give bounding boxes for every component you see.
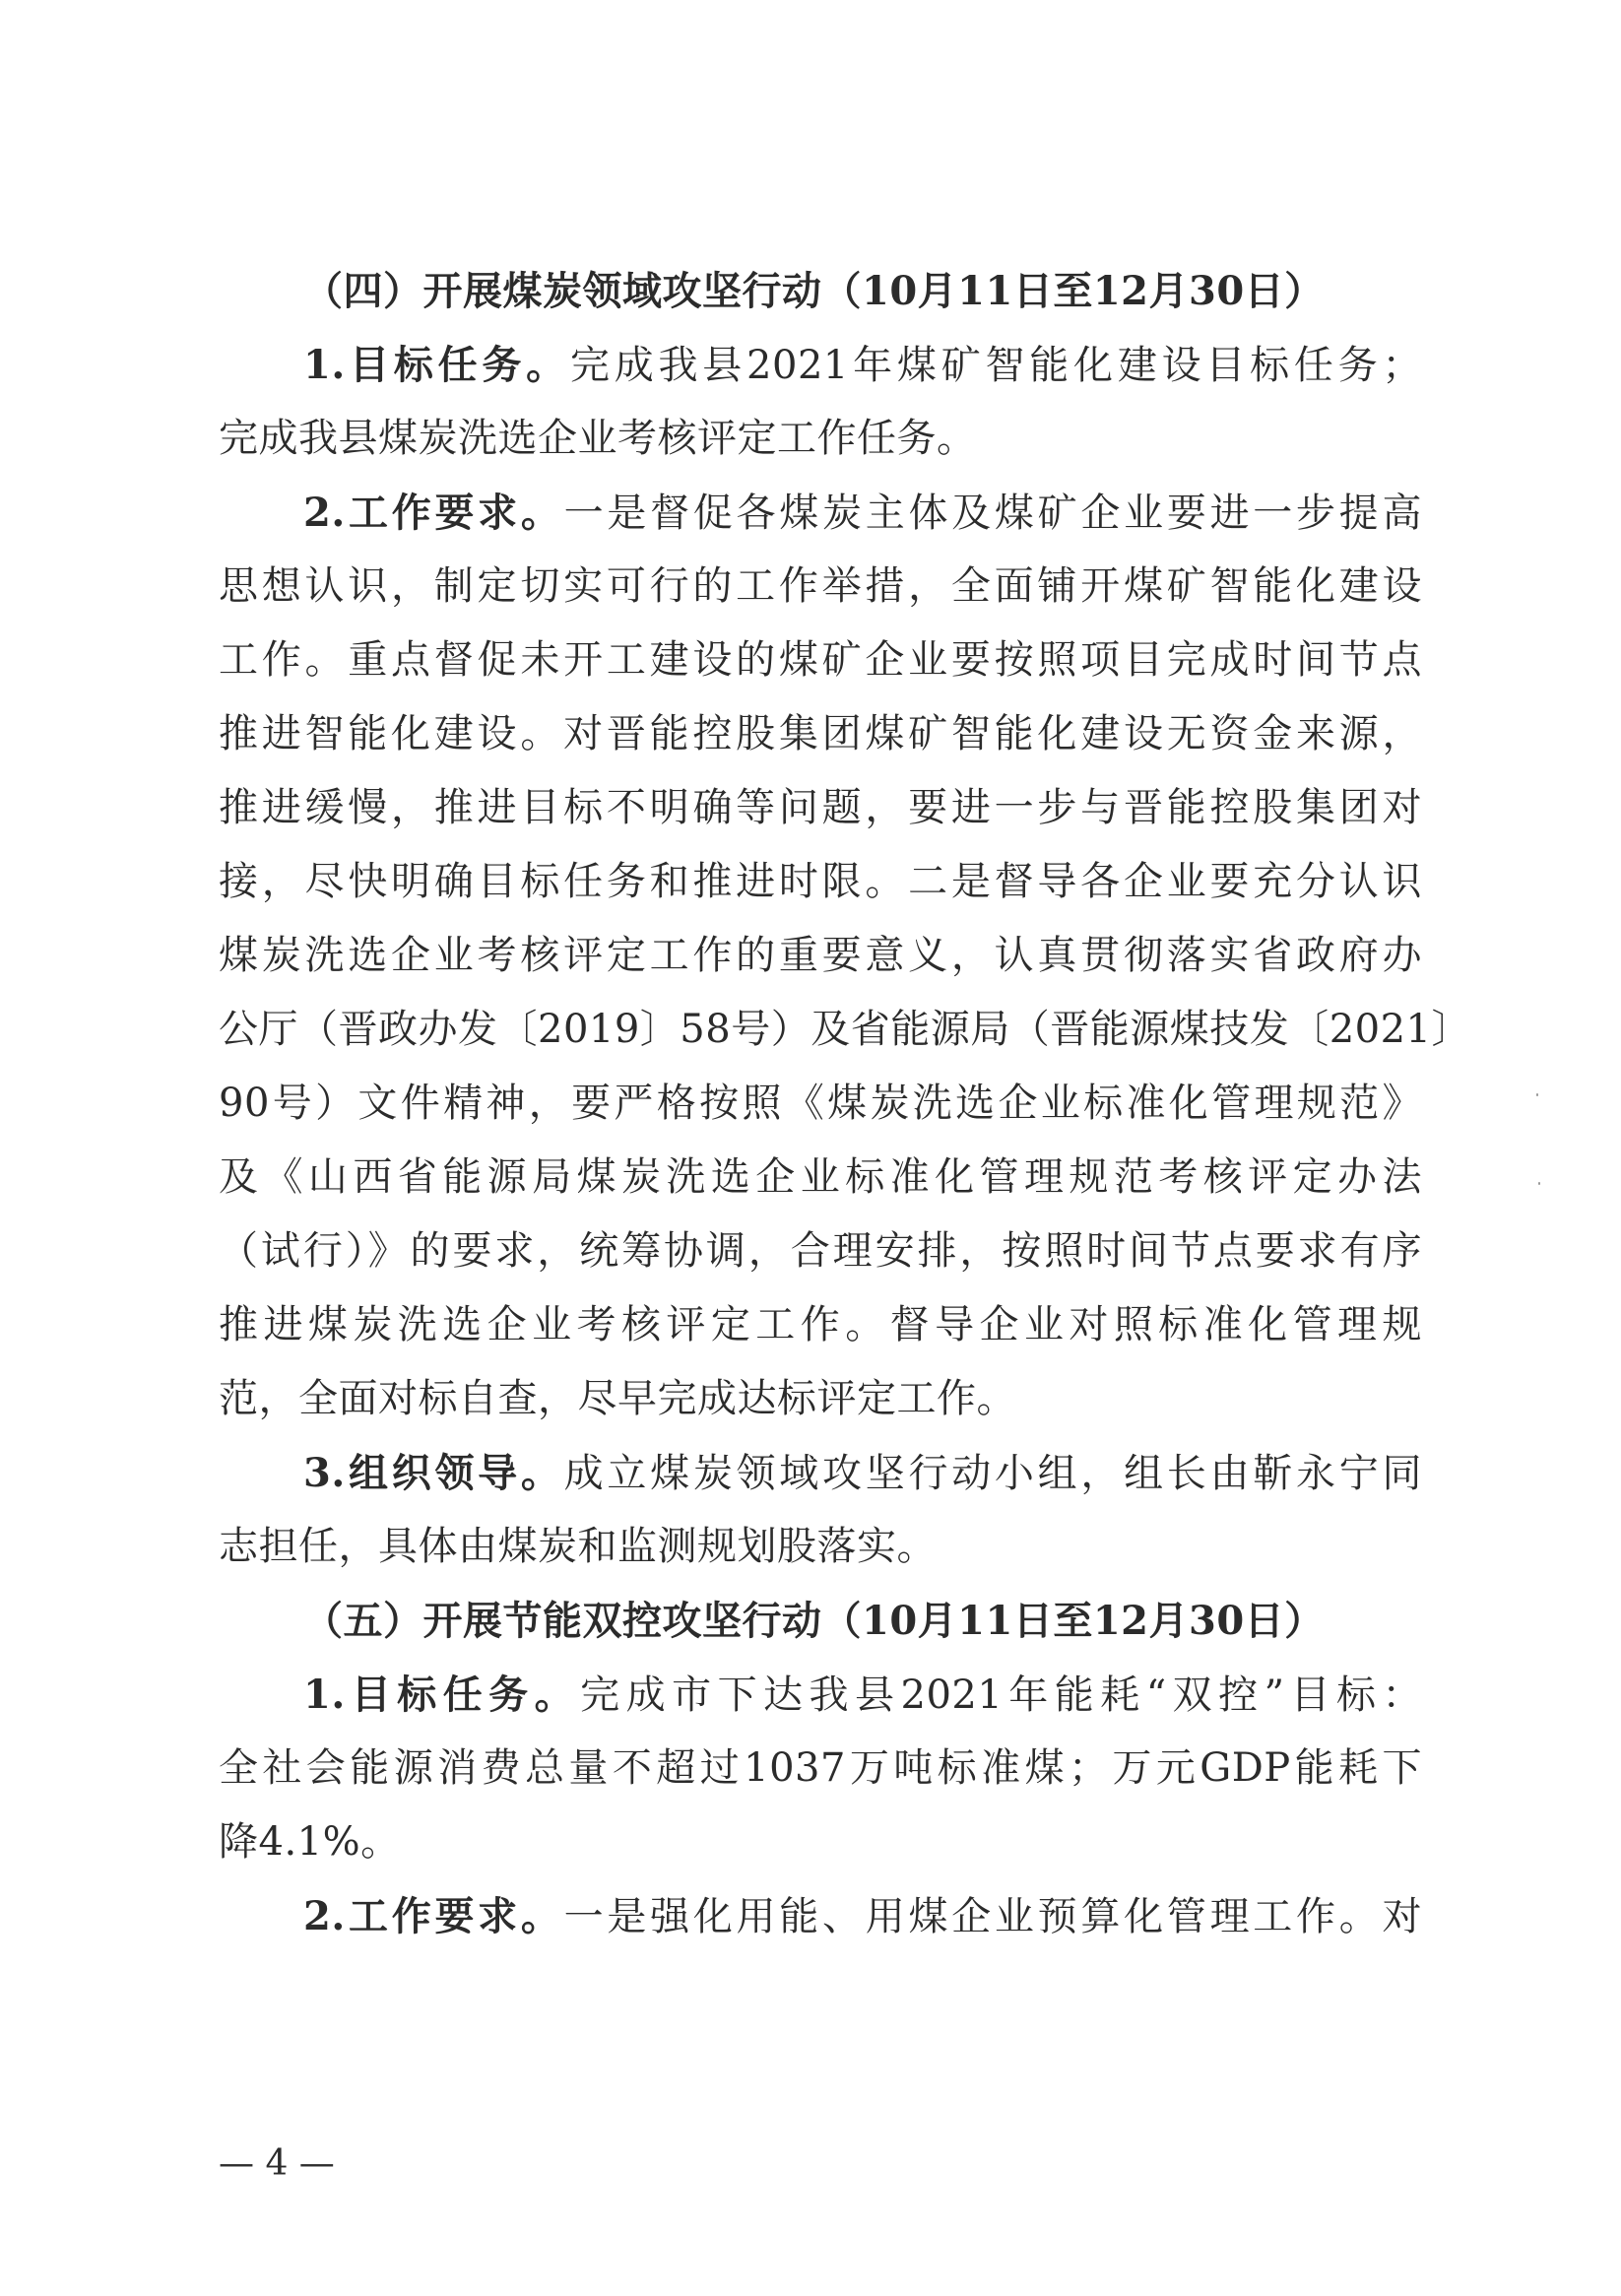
s5-item1-label: 1.目标任务。 <box>303 1672 581 1718</box>
s4-item2-line: 公厅（晋政办发〔2019〕58号）及省能源局（晋能源煤技发〔2021〕 <box>219 1007 1471 1052</box>
s4-item2-line: 推进智能化建设。对晋能控股集团煤矿智能化建设无资金来源， <box>219 711 1422 756</box>
s5-item2-label: 2.工作要求。 <box>303 1893 564 1939</box>
s4-item2-line1 <box>219 476 1422 550</box>
s5-item2-line1 <box>219 1879 1422 1953</box>
section-4-heading: （四）开展煤炭领域攻坚行动（10月11日至12月30日） <box>303 268 1325 314</box>
s4-item2-line: 推进缓慢，推进目标不明确等问题，要进一步与晋能控股集团对 <box>219 785 1422 830</box>
document-body <box>219 254 1471 1953</box>
s4-item2-line: 及《山西省能源局煤炭洗选企业标准化管理规范考核评定办法 <box>219 1154 1422 1200</box>
s4-item1-line1 <box>219 328 1422 402</box>
page-number: — 4 — <box>219 2143 335 2184</box>
s4-item2-label: 2.工作要求。 <box>303 490 564 536</box>
s4-item1-line2: 完成我县煤炭洗选企业考核评定工作任务。 <box>219 416 977 461</box>
s4-item3-line1 <box>219 1436 1422 1510</box>
s4-item3-label: 3.组织领导。 <box>303 1450 564 1496</box>
s4-item1-label: 1.目标任务。 <box>303 342 570 388</box>
s5-item1-text: 完成市下达我县2021年能耗“双控”目标： <box>580 1673 1422 1718</box>
s4-item2-line: 范，全面对标自查，尽早完成达标评定工作。 <box>219 1376 1016 1421</box>
s4-item2-line: 工作。重点督促未开工建设的煤矿企业要按照项目完成时间节点 <box>219 637 1422 683</box>
s5-item1-line2: 全社会能源消费总量不超过1037万吨标准煤；万元GDP能耗下 <box>219 1745 1422 1791</box>
s4-item3-text: 成立煤炭领域攻坚行动小组，组长由靳永宁同 <box>563 1451 1422 1496</box>
s5-item2-text: 一是强化用能、用煤企业预算化管理工作。对 <box>563 1894 1422 1939</box>
section-5-heading: （五）开展节能双控攻坚行动（10月11日至12月30日） <box>303 1598 1325 1644</box>
s4-item2-line: 煤炭洗选企业考核评定工作的重要意义，认真贯彻落实省政府办 <box>219 933 1422 978</box>
s5-item1-line3: 降4.1%。 <box>219 1819 401 1865</box>
s4-item2-line: 90号）文件精神，要严格按照《煤炭洗选企业标准化管理规范》 <box>219 1081 1422 1126</box>
scan-speck <box>1538 1182 1540 1185</box>
s5-item1-line1 <box>219 1658 1422 1732</box>
s4-item2-line: （试行）》的要求，统筹协调，合理安排，按照时间节点要求有序 <box>219 1228 1422 1274</box>
s4-item2-line: 接，尽快明确目标任务和推进时限。二是督导各企业要充分认识 <box>219 859 1422 904</box>
scan-speck <box>1536 1093 1538 1096</box>
s4-item1-text: 完成我县2021年煤矿智能化建设目标任务； <box>569 343 1422 388</box>
s4-item2-line: 推进煤炭洗选企业考核评定工作。督导企业对照标准化管理规 <box>219 1302 1422 1347</box>
s4-item2-line: 思想认识，制定切实可行的工作举措，全面铺开煤矿智能化建设 <box>219 563 1422 609</box>
s4-item2-text: 一是督促各煤炭主体及煤矿企业要进一步提高 <box>563 491 1422 536</box>
s4-item3-line2: 志担任，具体由煤炭和监测规划股落实。 <box>219 1524 937 1569</box>
